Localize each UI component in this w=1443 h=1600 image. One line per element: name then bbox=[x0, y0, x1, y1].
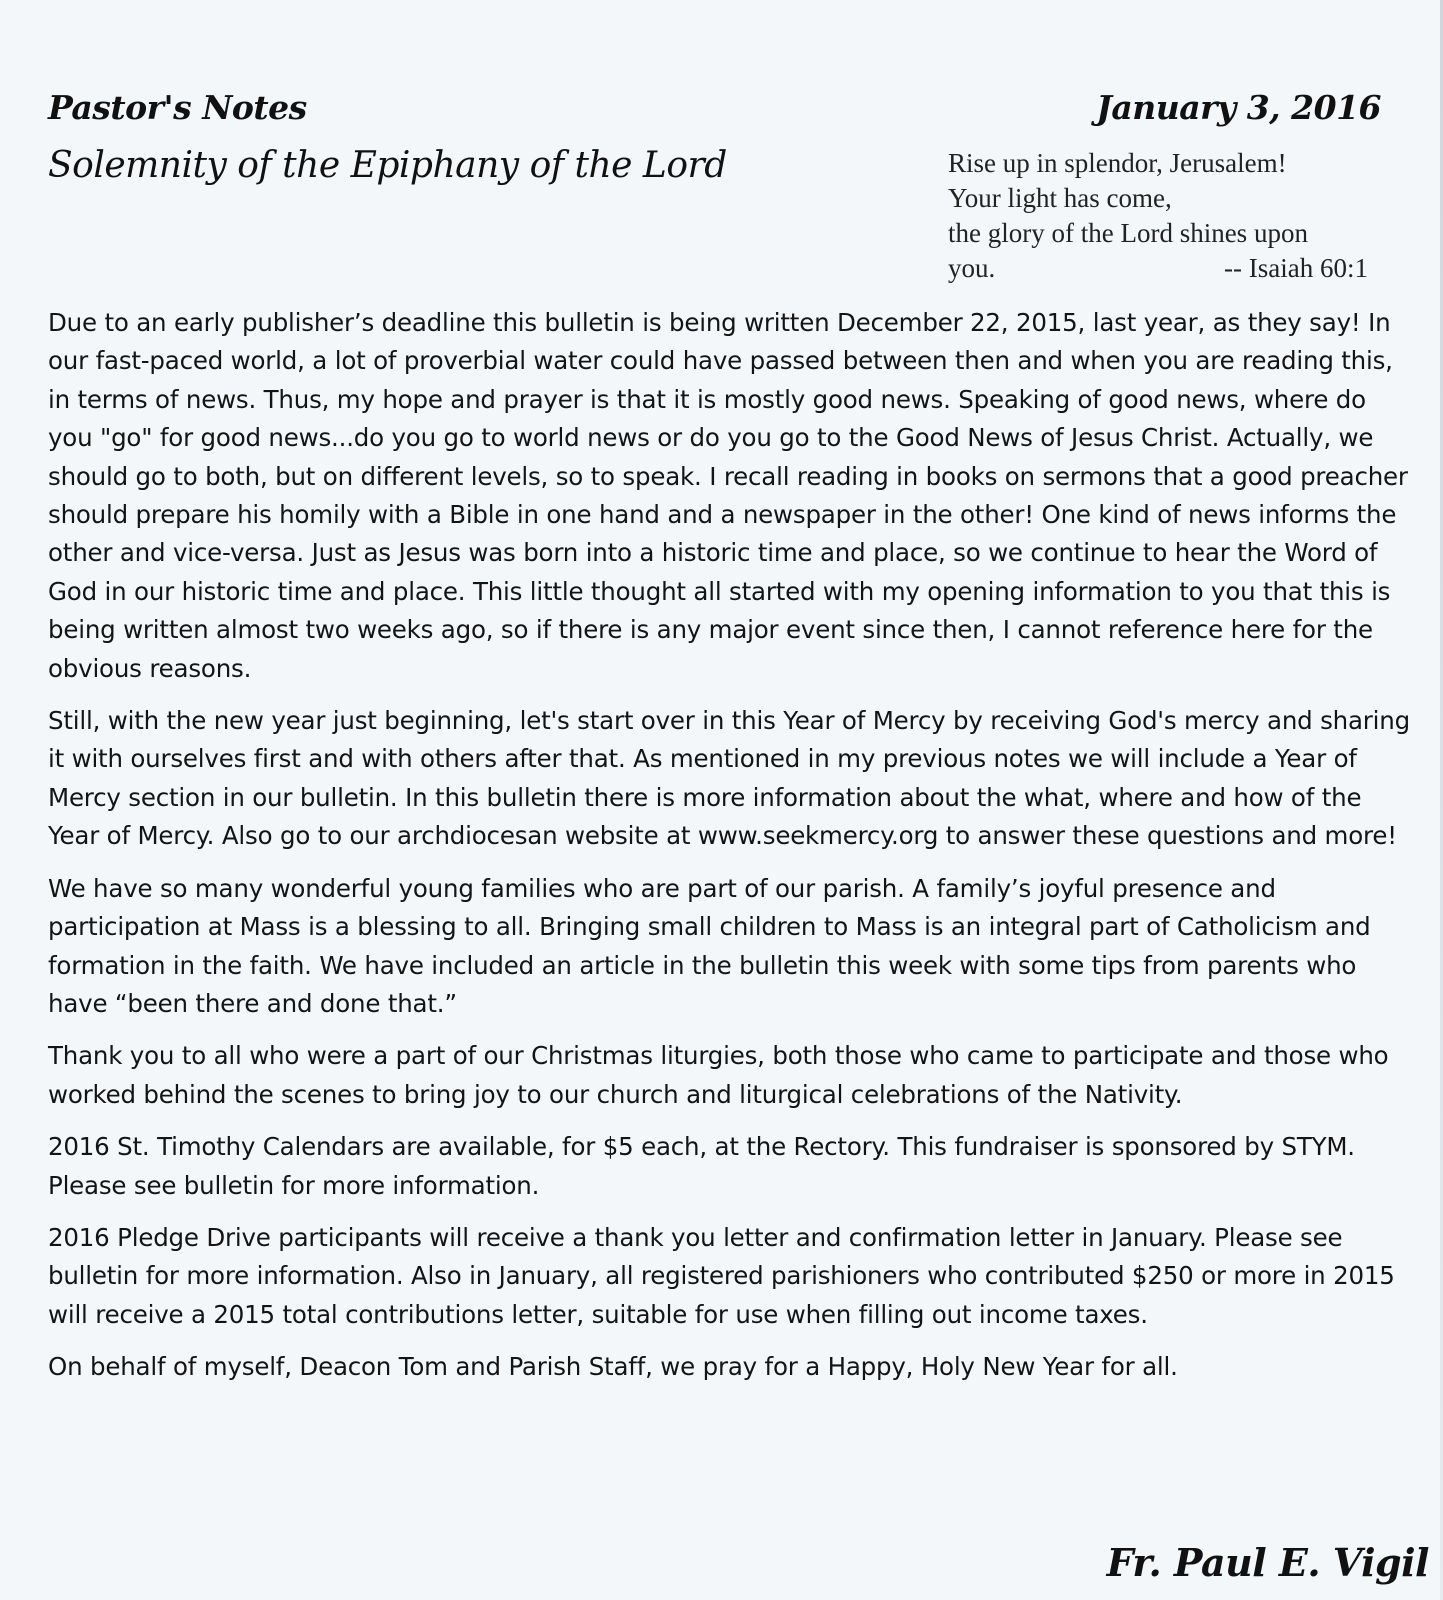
paragraph-young-families: We have so many wonderful young families who are part of our parish. A family’s joyful presence and participation at Mass is a blessing to all. Bringing small children to Mass is an integral part of Catholicism and formation in the faith. We have included an article in the bulletin this week with some tips from parents who have “been there and done that.” bbox=[48, 873, 1371, 1018]
quote-line-4-row bbox=[948, 251, 1368, 286]
paragraph-christmas-thanks: Thank you to all who were a part of our Christmas liturgies, both those who came to participate and those who worked behind the scenes to bring joy to our church and liturgical celebrations of the Nativity. bbox=[48, 1041, 1389, 1109]
quote-line-2: Your light has come, bbox=[948, 183, 1172, 213]
paragraph-calendars: 2016 St. Timothy Calendars are available, for $5 each, at the Rectory. This fundraiser is sponsored by STYM. Please see bulletin for more information. bbox=[48, 1132, 1355, 1200]
quote-line-4: you. bbox=[948, 253, 996, 283]
quote-line-1: Rise up in splendor, Jerusalem! bbox=[948, 148, 1287, 178]
bulletin-date: January 3, 2016 bbox=[1096, 88, 1381, 127]
paragraph-year-of-mercy: Still, with the new year just beginning, let's start over in this Year of Mercy by receiving God's mercy and sharing it with ourselves first and with others after that. As mentioned in my previous notes we will include a Year of Mercy section in our bulletin. In this bulletin there is more information about the what, where and how of the Year of Mercy. Also go to our archdiocesan website at www.seekmercy.org to answer these questions and more! bbox=[48, 706, 1410, 851]
paragraph-deadline: Due to an early publisher’s deadline this bulletin is being written December 22, 2015, last year, as they say! In our fast-paced world, a lot of proverbial water could have passed between then and when you are reading this, in terms of news. Thus, my hope and prayer is that it is mostly good news. Speaking of good news, where do you "go" for good news...do you go to world news or do you go to the Good News of Jesus Christ. Actually, we should go to both, but on different levels, so to speak. I recall reading in books on sermons that a good preacher should prepare his homily with a Bible in one hand and a newspaper in the other! One kind of news informs the other and vice-versa. Just as Jesus was born into a historic time and place, so we continue to hear the Word of God in our historic time and place. This little thought all started with my opening information to you that this is being written almost two weeks ago, so if there is any major event since then, I cannot reference here for the obvious reasons. bbox=[48, 308, 1408, 683]
paragraph-new-year-blessing: On behalf of myself, Deacon Tom and Parish Staff, we pray for a Happy, Holy New Year for all. bbox=[48, 1352, 1178, 1382]
notes-body bbox=[48, 304, 1410, 1401]
page-subtitle: Solemnity of the Epiphany of the Lord bbox=[48, 145, 727, 186]
page-title: Pastor's Notes bbox=[48, 88, 307, 127]
quote-line-3: the glory of the Lord shines upon bbox=[948, 218, 1308, 248]
pastor-signature: Fr. Paul E. Vigil bbox=[1106, 1540, 1429, 1585]
scripture-quote bbox=[948, 146, 1388, 286]
quote-citation: -- Isaiah 60:1 bbox=[1224, 253, 1368, 283]
paragraph-pledge-drive: 2016 Pledge Drive participants will receive a thank you letter and confirmation letter in January. Please see bulletin for more information. Also in January, all registered parishioners who contributed $250 or more in 2015 will receive a 2015 total contributions letter, suitable for use when filling out income taxes. bbox=[48, 1222, 1395, 1329]
